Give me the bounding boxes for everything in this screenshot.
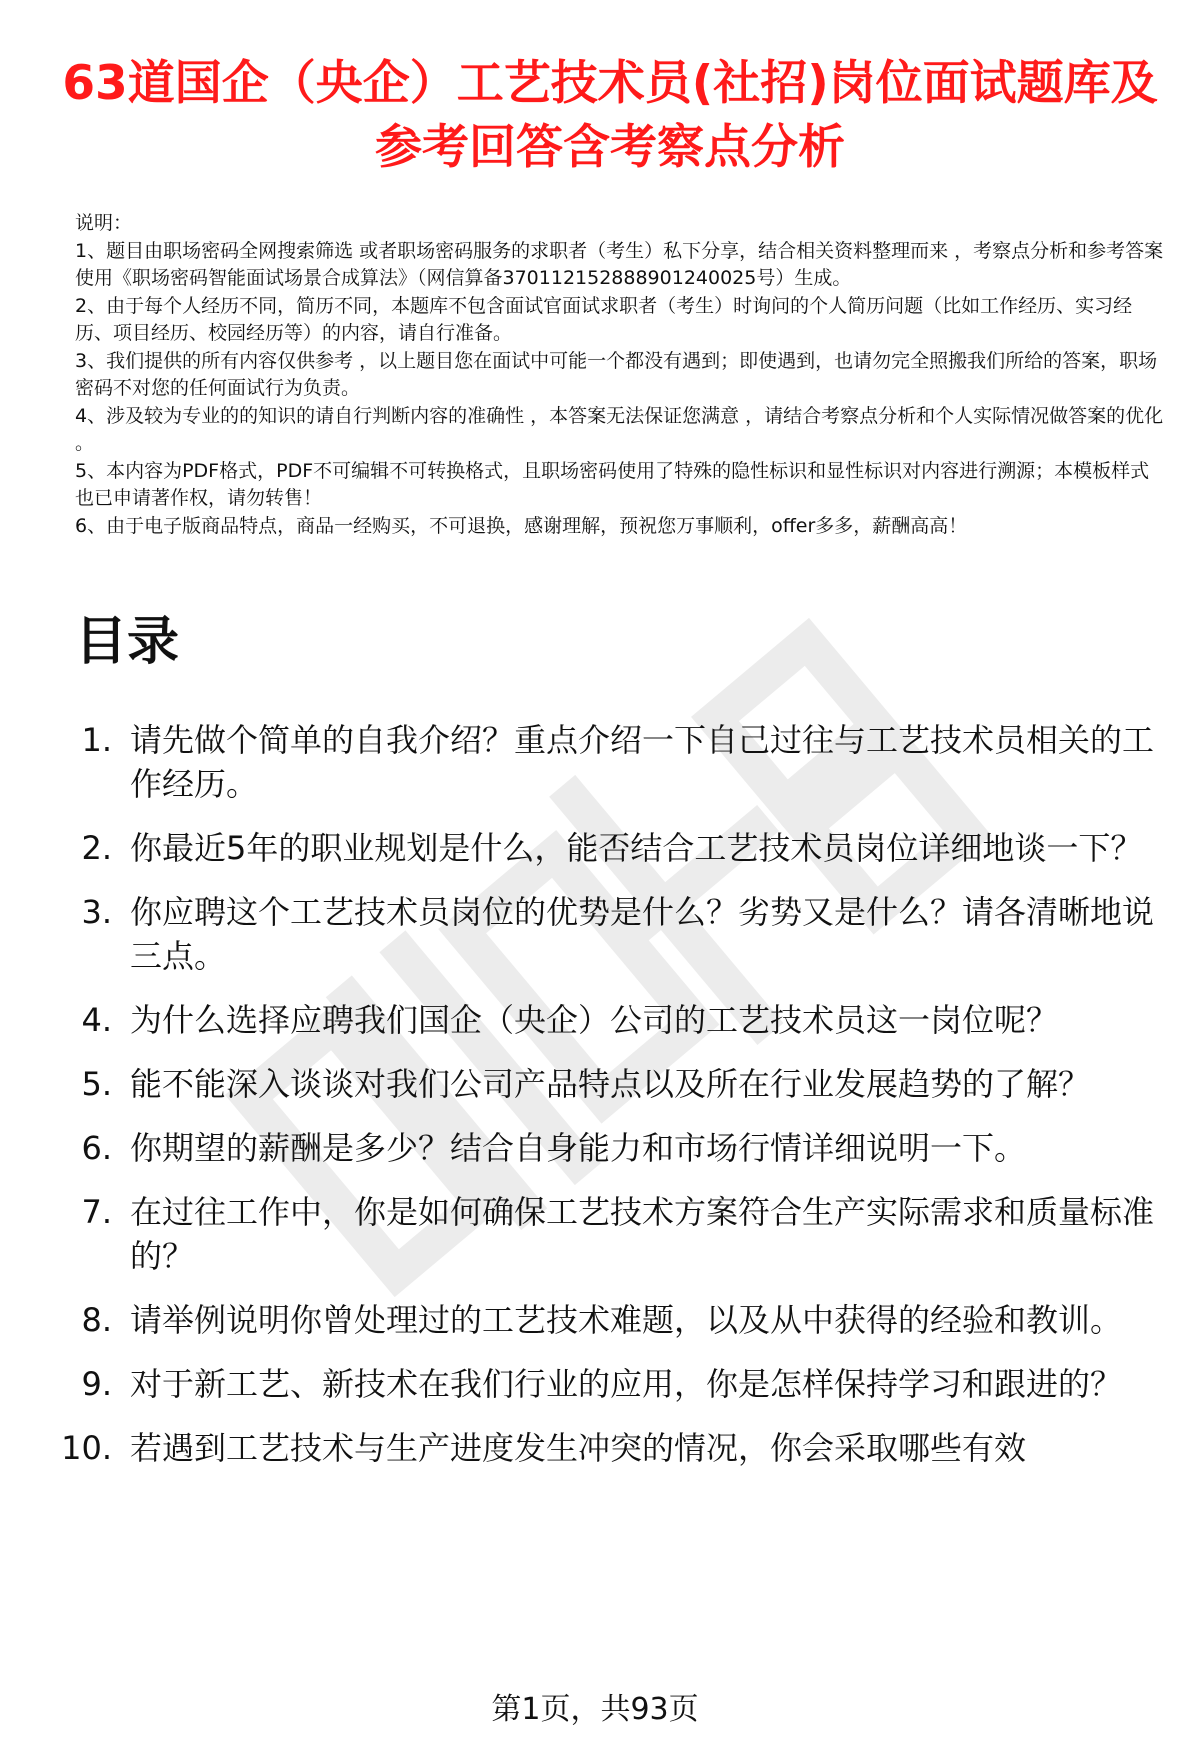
- toc-item-text: 若遇到工艺技术与生产进度发生冲突的情况，你会采取哪些有效: [130, 1429, 1027, 1467]
- toc-item-text: 请举例说明你曾处理过的工艺技术难题，以及从中获得的经验和教训。: [130, 1301, 1123, 1339]
- toc-item-number: 8.: [81, 1301, 112, 1339]
- note-item: 2、由于每个人经历不同，简历不同，本题库不包含面试官面试求职者（考生）时询问的个人简历问题（比如工作经历、实习经历、项目经历、校园经历等）的内容，请自行准备。: [75, 294, 1133, 344]
- toc-heading: 目录: [75, 612, 180, 672]
- notes-section: [75, 210, 1165, 540]
- toc-item-text: 你期望的薪酬是多少？结合自身能力和市场行情详细说明一下。: [130, 1129, 1027, 1167]
- note-item: 5、本内容为PDF格式，PDF不可编辑不可转换格式，且职场密码使用了特殊的隐性标识和显性标识对内容进行溯源；本模板样式也已申请著作权，请勿转售！: [75, 459, 1150, 509]
- note-item: 3、我们提供的所有内容仅供参考 ，以上题目您在面试中可能一个都没有遇到；即使遇到，也请勿完全照搬我们所给的答案，职场密码不对您的任何面试行为负责。: [75, 349, 1158, 399]
- toc-item[interactable]: [40, 826, 1165, 870]
- document-title: 63道国企（央企）工艺技术员(社招)岗位面试题库及参考回答含考察点分析: [62, 56, 1158, 175]
- note-item: 1、题目由职场密码全网搜索筛选 或者职场密码服务的求职者（考生）私下分享，结合相关资料整理而来 ，考察点分析和参考答案使用《职场密码智能面试场景合成算法》（网信算备370112152888901240025号）生成。: [75, 239, 1164, 289]
- note-item: 6、由于电子版商品特点，商品一经购买，不可退换，感谢理解，预祝您万事顺利，offer多多，薪酬高高！: [75, 514, 968, 537]
- toc-item-text: 请先做个简单的自我介绍？重点介绍一下自己过往与工艺技术员相关的工作经历。: [130, 721, 1155, 803]
- toc-item[interactable]: [40, 1426, 1165, 1470]
- toc-item-number: 2.: [81, 829, 112, 867]
- note-item: 4、涉及较为专业的的知识的请自行判断内容的准确性 ，本答案无法保证您满意 ，请结合考察点分析和个人实际情况做答案的优化 。: [75, 404, 1164, 454]
- toc-item[interactable]: [40, 1298, 1165, 1342]
- toc-item-text: 能不能深入谈谈对我们公司产品特点以及所在行业发展趋势的了解？: [130, 1065, 1091, 1103]
- toc-item-number: 5.: [81, 1065, 112, 1103]
- toc-item-text: 为什么选择应聘我们国企（央企）公司的工艺技术员这一岗位呢？: [130, 1001, 1059, 1039]
- notes-label: 说明：: [75, 212, 133, 234]
- toc-item-number: 9.: [81, 1365, 112, 1403]
- toc-item-number: 10.: [61, 1429, 112, 1467]
- toc-item[interactable]: [40, 998, 1165, 1042]
- toc-item[interactable]: [40, 1062, 1165, 1106]
- toc-item-text: 对于新工艺、新技术在我们行业的应用，你是怎样保持学习和跟进的？: [130, 1365, 1123, 1403]
- toc-item[interactable]: [40, 1190, 1165, 1278]
- toc-item[interactable]: [40, 1362, 1165, 1406]
- toc-item-text: 你最近5年的职业规划是什么，能否结合工艺技术员岗位详细地谈一下？: [130, 829, 1143, 867]
- toc-item[interactable]: [40, 1126, 1165, 1170]
- toc-item[interactable]: [40, 890, 1165, 978]
- page-footer: 第1页，共93页: [491, 1692, 699, 1727]
- toc-item-number: 3.: [81, 893, 112, 931]
- toc-list: [40, 718, 1165, 1490]
- toc-item-text: 在过往工作中，你是如何确保工艺技术方案符合生产实际需求和质量标准的？: [130, 1193, 1155, 1275]
- toc-item-number: 4.: [81, 1001, 112, 1039]
- toc-item-number: 7.: [81, 1193, 112, 1231]
- toc-item-number: 1.: [81, 721, 112, 759]
- toc-item-text: 你应聘这个工艺技术员岗位的优势是什么？劣势又是什么？请各清晰地说三点。: [130, 893, 1155, 975]
- toc-item[interactable]: [40, 718, 1165, 806]
- toc-item-number: 6.: [81, 1129, 112, 1167]
